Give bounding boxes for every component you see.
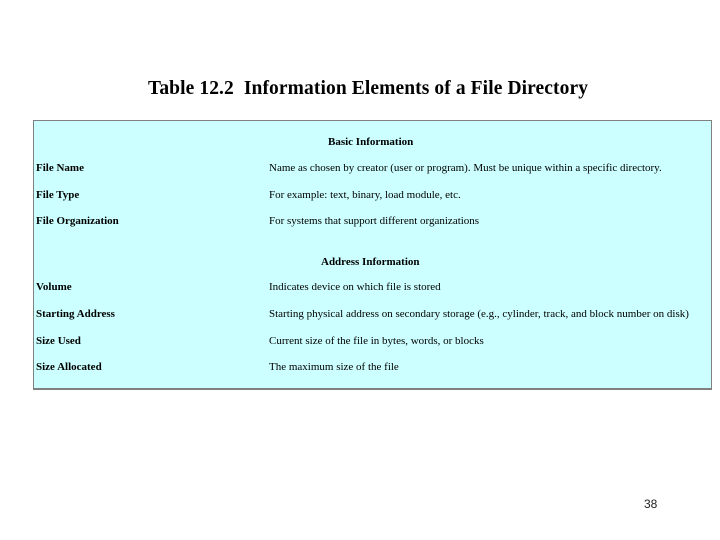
field-description: The maximum size of the file [269, 361, 399, 373]
section-heading-basic-information: Basic Information [328, 136, 414, 148]
field-name: Size Used [36, 335, 81, 347]
field-description: Current size of the file in bytes, words, or blocks [269, 335, 484, 347]
field-description: For systems that support different organizations [269, 215, 480, 227]
field-description: Indicates device on which file is stored [269, 281, 441, 293]
table-row [36, 361, 711, 377]
field-name: Starting Address [36, 308, 115, 320]
field-name: File Organization [36, 215, 119, 227]
field-description: Name as chosen by creator (user or program). Must be unique within a specific directory. [269, 162, 662, 174]
slide-title: Table 12.2 Information Elements of a File Directory [148, 78, 589, 99]
table-row [36, 281, 711, 297]
field-name: File Type [36, 189, 80, 201]
field-name: Volume [36, 281, 72, 293]
table-row [36, 335, 711, 351]
section-heading-address-information: Address Information [321, 256, 420, 268]
field-description: For example: text, binary, load module, etc. [269, 189, 461, 201]
table-row [36, 308, 711, 324]
table-row [36, 162, 711, 178]
field-name: Size Allocated [36, 361, 102, 373]
page-number: 38 [644, 497, 658, 511]
file-directory-table [33, 120, 712, 390]
table-row [36, 215, 711, 231]
table-row [36, 189, 711, 205]
field-description: Starting physical address on secondary storage (e.g., cylinder, track, and block number on disk) [269, 308, 689, 320]
field-name: File Name [36, 162, 84, 174]
